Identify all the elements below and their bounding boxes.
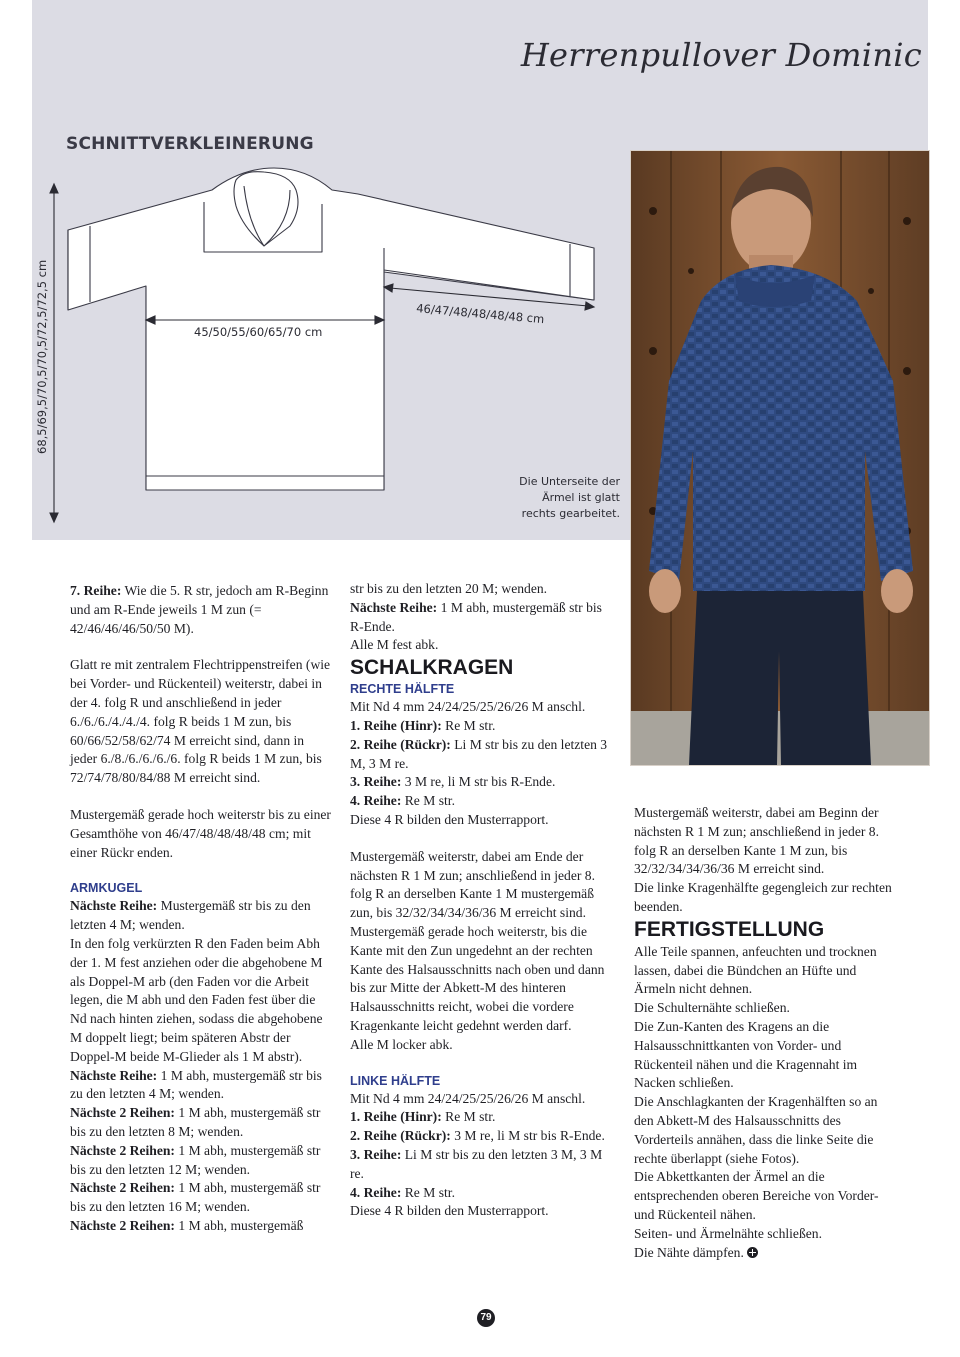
plus-circle-icon xyxy=(747,1247,758,1258)
paragraph: Mit Nd 4 mm 24/24/25/25/26/26 M anschl. xyxy=(350,1090,586,1106)
paragraph xyxy=(350,1108,618,1127)
row-label: Nächste 2 Reihen: xyxy=(70,1180,175,1196)
note-line: rechts gearbeitet. xyxy=(521,507,620,520)
paragraph: Die Abkettkanten der Ärmel an die entsprechenden oberen Bereiche von Vorder- und Rückenteil nähen. xyxy=(634,1169,879,1222)
row-text: Wie die 5. R str, jedoch am R-Beginn und am R-Ende jeweils 1 M zun (= 42/46/46/46/50/50 M). xyxy=(70,583,329,636)
paragraph: Seiten- und Ärmelnähte schließen. xyxy=(634,1225,822,1241)
paragraph xyxy=(350,599,618,637)
row-label: Nächste 2 Reihen: xyxy=(70,1217,175,1233)
paragraph: Die linke Kragenhälfte gegengleich zur rechten beenden. xyxy=(634,880,892,914)
text-column-right xyxy=(634,804,900,1262)
page-number-badge: 79 xyxy=(477,1309,495,1327)
paragraph: Mit Nd 4 mm 24/24/25/25/26/26 M anschl. xyxy=(350,699,586,715)
paragraph: Glatt re mit zentralem Flechtrippenstreifen (wie bei Vorder- und Rückenteil) weiterstr, dabei in der 4. folg R und anschließend in jeder 6./6./6./4./4./4. folg R beids 1 M zun, bis 60/66/52/58/62/74 M erreicht sind, dann in jeder 6./8./6./6./6./6. folg R beids 1 M zun, bis 72/74/78/80/84/88 M erreicht sind. xyxy=(70,657,331,786)
paragraph xyxy=(350,792,618,811)
section-subheading-rechte-haelfte: RECHTE HÄLFTE xyxy=(350,682,455,697)
section-subheading-armkugel: ARMKUGEL xyxy=(70,881,143,896)
paragraph xyxy=(70,1142,332,1180)
text-column-left xyxy=(70,582,332,1236)
paragraph xyxy=(350,1127,618,1146)
row-label: 3. Reihe: xyxy=(350,1146,402,1162)
row-label: 1. Reihe (Hinr): xyxy=(350,717,442,733)
row-text: 1 M abh, mustergemäß str bis zu den letzten 12 M; wenden. xyxy=(70,1142,321,1177)
row-text: Die Nähte dämpfen. xyxy=(634,1244,744,1260)
paragraph: Alle M fest abk. xyxy=(350,637,439,653)
model-photo xyxy=(630,150,930,766)
row-text: Li M str bis zu den letzten 3 M, 3 M re. xyxy=(350,736,608,771)
row-label: 4. Reihe: xyxy=(350,793,402,809)
row-label: 2. Reihe (Rückr): xyxy=(350,1128,451,1144)
note-line: Die Unterseite der xyxy=(519,475,620,488)
row-label: 3. Reihe: xyxy=(350,774,402,790)
paragraph: Mustergemäß gerade hoch weiterstr, bis die Kante mit den Zun ungedehnt an der rechten Kante des Halsausschnitts nach oben und dann bis zur Mitte der Abkett-M des hinteren Halsausschnitts reicht, wobei die vordere Kragenkante leicht gedehnt werden darf. xyxy=(350,923,605,1033)
row-text: Re M str. xyxy=(441,1109,496,1125)
width-dimension-label: 45/50/55/60/65/70 cm xyxy=(194,325,323,339)
paragraph: Die Anschlagkanten der Kragenhälften so an den Abkett-M des Halsausschnitts des Vorderteils annähen, dass die linke Seite die rechte überlappt (siehe Fotos). xyxy=(634,1094,878,1166)
row-text: Li M str bis zu den letzten 3 M, 3 M re. xyxy=(350,1146,603,1181)
text-column-middle xyxy=(350,580,618,1221)
row-label: 4. Reihe: xyxy=(350,1184,402,1200)
row-label: Nächste Reihe: xyxy=(350,599,438,615)
paragraph: Mustergemäß weiterstr, dabei am Ende der nächsten R 1 M zun; anschließend in jeder 8. folg R an derselben Kante 1 M mustergemäß zun, bis 32/32/34/34/36/36 M erreicht sind. xyxy=(350,848,595,921)
note-line: Ärmel ist glatt xyxy=(542,491,620,504)
paragraph xyxy=(70,1217,332,1236)
section-subheading-linke-haelfte: LINKE HÄLFTE xyxy=(350,1073,441,1088)
row-text: 1 M abh, mustergemäß str bis R-Ende. xyxy=(350,599,602,634)
paragraph xyxy=(70,1179,332,1217)
row-text: Re M str. xyxy=(401,793,455,809)
row-text: Re M str. xyxy=(401,1184,455,1200)
section-heading-fertigstellung: FERTIGSTELLUNG xyxy=(634,917,825,941)
paragraph xyxy=(350,1146,618,1184)
row-text: Re M str. xyxy=(441,717,496,733)
paragraph xyxy=(634,1244,900,1263)
paragraph: Alle M locker abk. xyxy=(350,1036,453,1052)
paragraph xyxy=(70,582,332,638)
row-label: 1. Reihe (Hinr): xyxy=(350,1109,442,1125)
paragraph xyxy=(70,1067,332,1105)
paragraph: Die Schulternähte schließen. xyxy=(634,1000,790,1016)
height-dimension-label: 68,5/69,5/70,5/70,5/72,5/72,5 cm xyxy=(35,259,49,454)
paragraph xyxy=(70,1104,332,1142)
row-label: Nächste 2 Reihen: xyxy=(70,1105,175,1121)
paragraph: Diese 4 R bilden den Musterrapport. xyxy=(350,811,549,827)
row-label: 7. Reihe: xyxy=(70,583,122,598)
row-text: Mustergemäß str bis zu den letzten 4 M; wenden. xyxy=(70,898,311,933)
schematic-title: SCHNITTVERKLEINERUNG xyxy=(66,134,314,154)
schematic-note xyxy=(478,474,620,522)
paragraph: In den folg verkürzten R den Faden beim Abh der 1. M fest anziehen oder die abgehobene M als Doppel-M arb (den Faden vor die Arbeit legen, die M abh und den Faden fest über die Nd nach hinten ziehen, sodass die abgehobene M doppelt liegt; beim späteren Abstr der Doppel-M beide M-Glieder als 1 M abstr). xyxy=(70,935,323,1064)
section-heading-schalkragen: SCHALKRAGEN xyxy=(350,656,514,680)
paragraph xyxy=(350,717,618,736)
row-label: Nächste 2 Reihen: xyxy=(70,1142,175,1158)
paragraph: Die Zun-Kanten des Kragens an die Halsausschnittkanten von Vorder- und Rückenteil nähen und die Kragennaht im Nacken schließen. xyxy=(634,1018,858,1091)
row-text: 3 M re, li M str bis R-Ende. xyxy=(401,774,556,790)
row-text: 3 M re, li M str bis R-Ende. xyxy=(450,1128,605,1144)
paragraph xyxy=(350,1184,618,1203)
paragraph xyxy=(70,897,332,935)
paragraph: Alle Teile spannen, anfeuchten und trocknen lassen, dabei die Bündchen an Hüfte und Ärmeln nicht dehnen. xyxy=(634,943,877,997)
row-label: 2. Reihe (Rückr): xyxy=(350,736,451,752)
row-text: 1 M abh, mustergemäß str bis zu den letzten 16 M; wenden. xyxy=(70,1180,321,1215)
page-title: Herrenpullover Dominic xyxy=(520,36,922,74)
paragraph: Diese 4 R bilden den Musterrapport. xyxy=(350,1203,549,1219)
paragraph xyxy=(350,773,618,792)
row-text: 1 M abh, mustergemäß xyxy=(174,1217,304,1233)
row-label: Nächste Reihe: xyxy=(70,898,158,914)
sleeve-dimension-label: 46/47/48/48/48/48 cm xyxy=(415,301,545,327)
row-text: 1 M abh, mustergemäß str bis zu den letzten 8 M; wenden. xyxy=(70,1105,321,1139)
row-label: Nächste Reihe: xyxy=(70,1067,158,1083)
paragraph: Mustergemäß weiterstr, dabei am Beginn der nächsten R 1 M zun; anschließend in jeder 8. folg R an derselben Kante 1 M zun, bis 32/32/34/34/36/36 M erreicht sind. xyxy=(634,805,879,877)
paragraph: str bis zu den letzten 20 M; wenden. xyxy=(350,581,548,596)
paragraph: Mustergemäß gerade hoch weiterstr bis zu einer Gesamthöhe von 46/47/48/48/48/48 cm; mit einer Rückr enden. xyxy=(70,806,331,860)
row-text: 1 M abh, mustergemäß str bis zu den letzten 4 M; wenden. xyxy=(70,1067,322,1102)
paragraph xyxy=(350,736,618,774)
